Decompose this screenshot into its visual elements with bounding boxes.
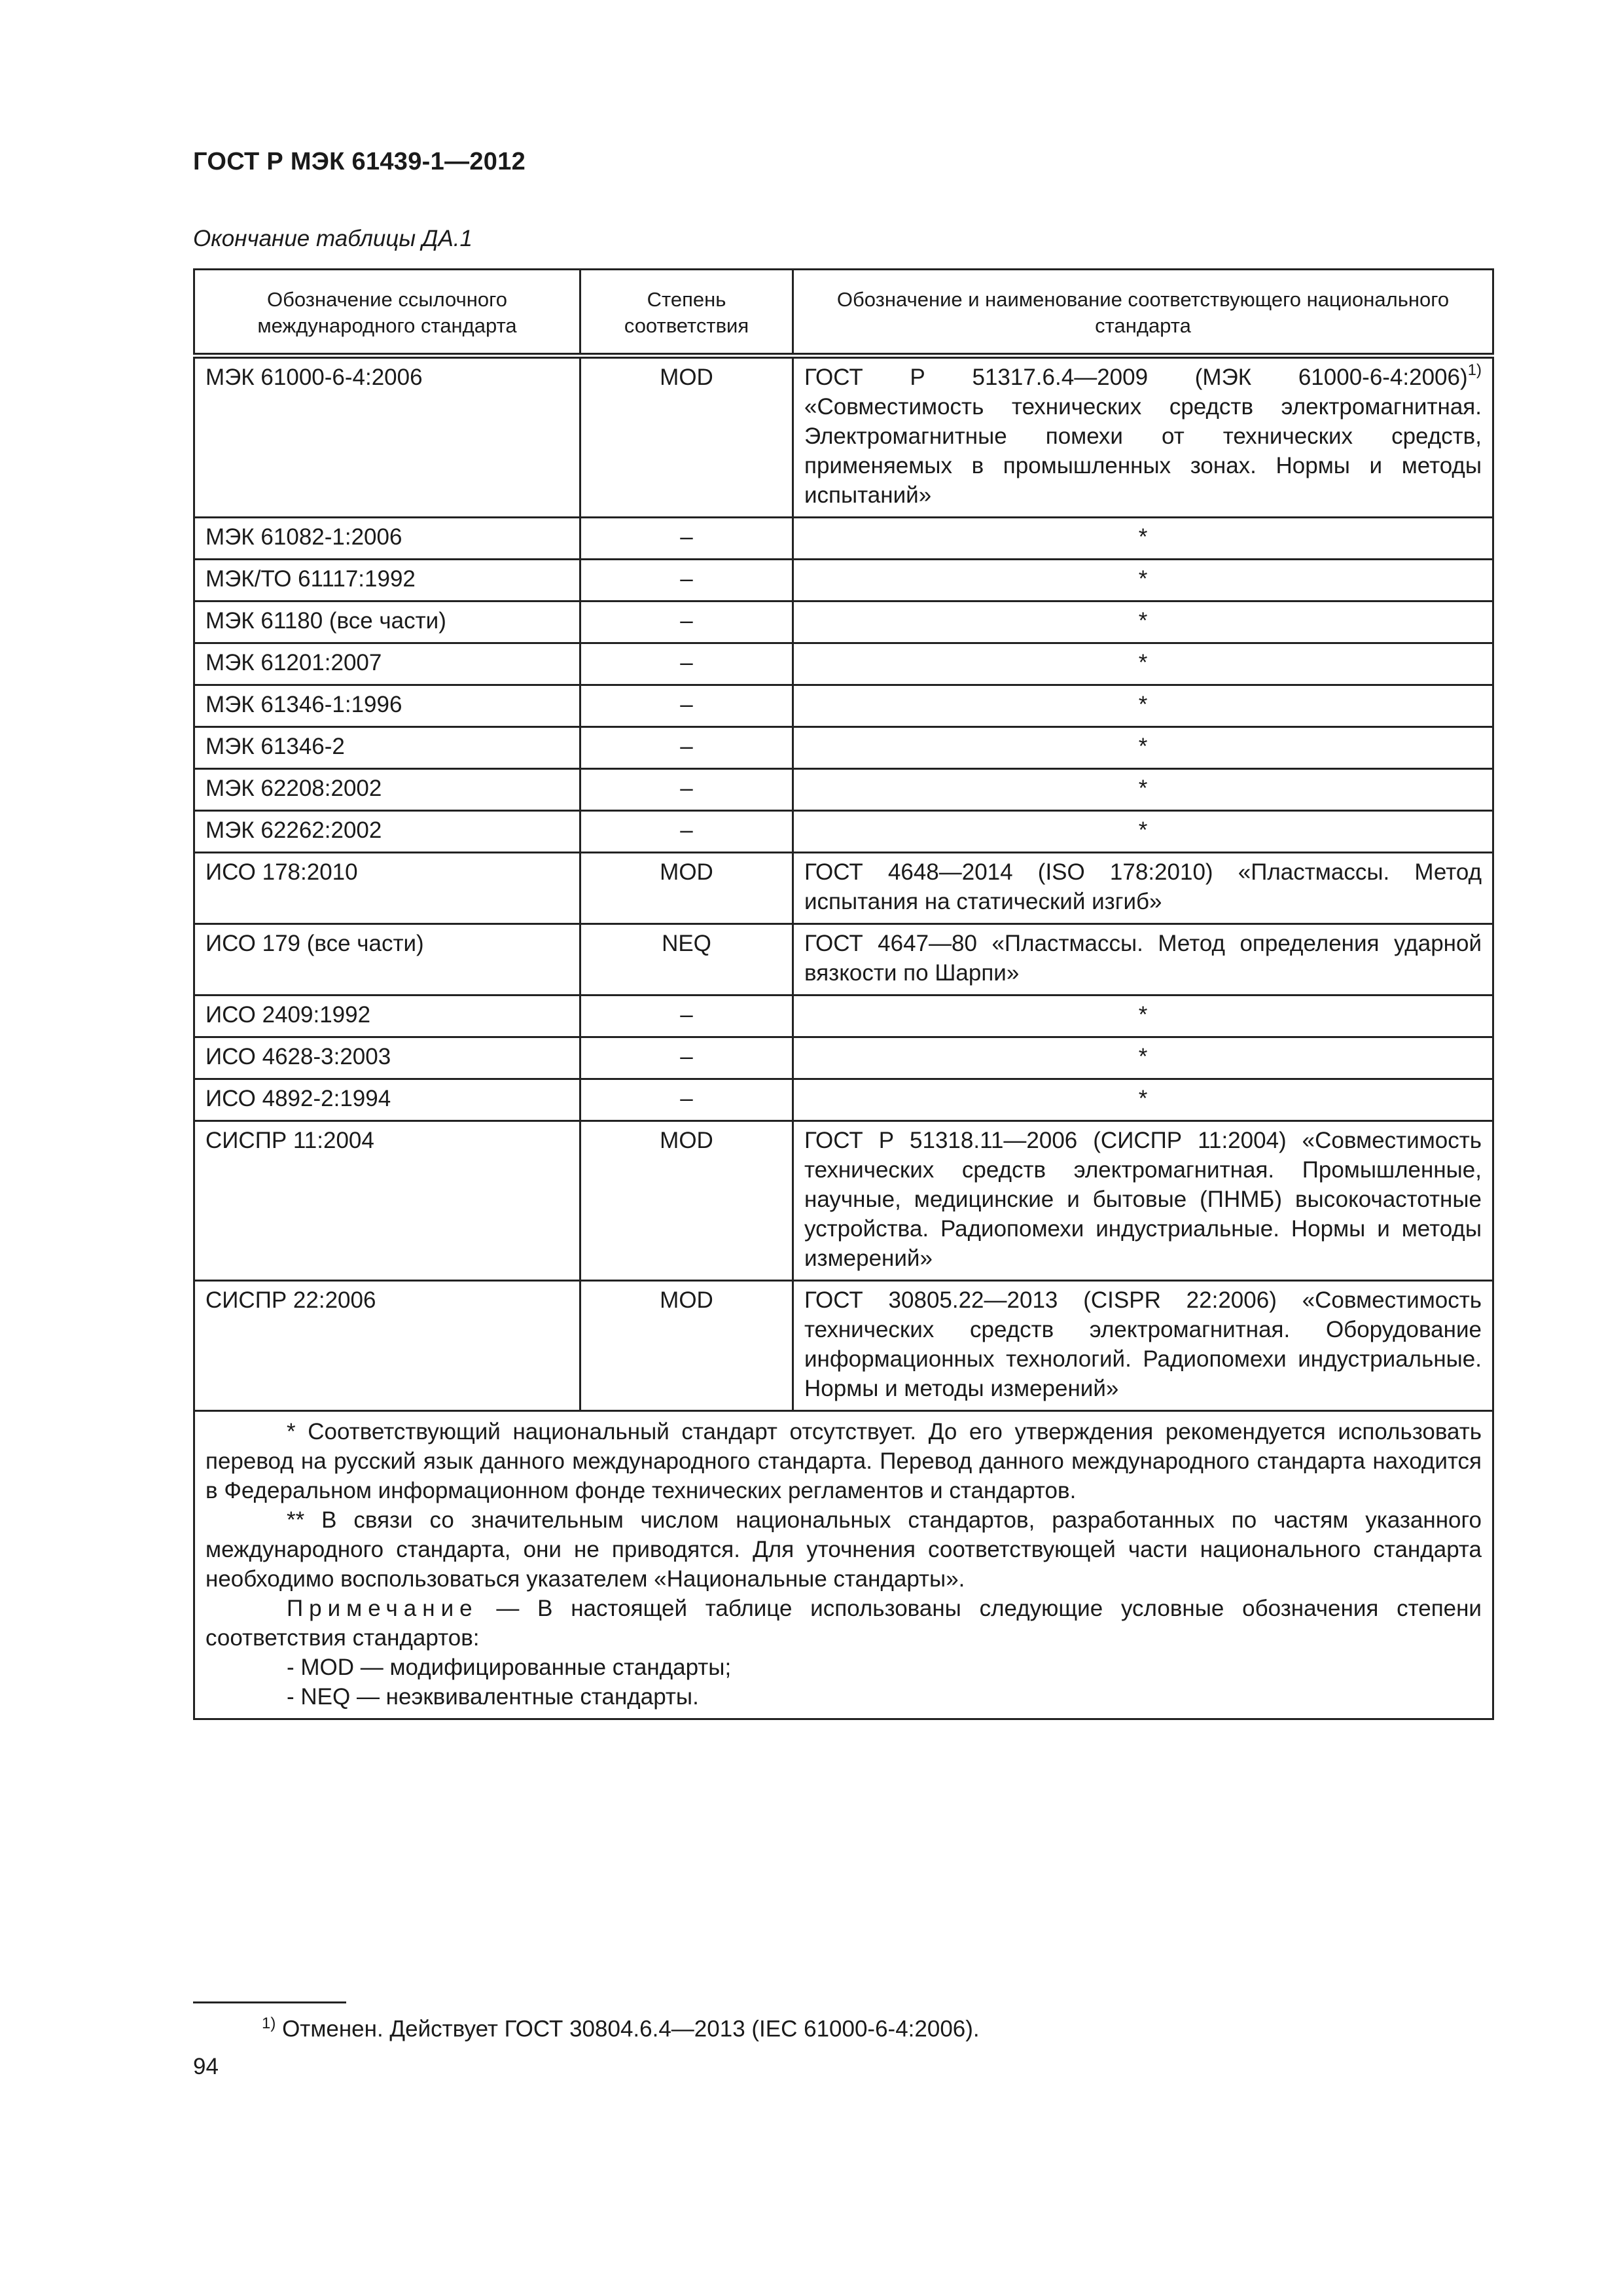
degree-cell: MOD [580,1121,793,1281]
table-row [194,853,1493,924]
footnote-reference: 1) [1467,361,1482,380]
national-standard-cell: ГОСТ Р 51318.11—2006 (СИСПР 11:2004) «Совместимость технических средств электромагнитная. Промышленные, научные, медицинские и бытовые (ПНМБ) высокочастотные устройства. Радиопомехи индустриальные. Нормы и методы измерений» [793,1121,1493,1281]
national-standard-cell: * [793,1037,1493,1079]
national-standard-cell: ГОСТ 4647—80 «Пластмассы. Метод определения ударной вязкости по Шарпи» [793,924,1493,996]
ref-standard-cell: ИСО 4628-3:2003 [194,1037,580,1079]
degree-cell: – [580,685,793,727]
ref-standard-cell: СИСПР 11:2004 [194,1121,580,1281]
ref-standard-cell: МЭК 61000-6-4:2006 [194,356,580,518]
table-row [194,727,1493,769]
table-row [194,1079,1493,1121]
degree-cell: – [580,727,793,769]
footnote-text: Отменен. Действует ГОСТ 30804.6.4—2013 (IEC 61000-6-4:2006). [276,2016,980,2042]
table-row [194,996,1493,1037]
degree-cell: MOD [580,853,793,924]
table-row [194,924,1493,996]
degree-cell: – [580,643,793,685]
table-row [194,518,1493,560]
ref-standard-cell: МЭК 61201:2007 [194,643,580,685]
ref-standard-cell: МЭК 62262:2002 [194,811,580,853]
page-number: 94 [193,2054,219,2079]
national-standard-cell: * [793,643,1493,685]
table-row [194,356,1493,518]
table-caption: Окончание таблицы ДА.1 [193,226,473,251]
national-standard-cell: ГОСТ 30805.22—2013 (CISPR 22:2006) «Совместимость технических средств электромагнитная. Оборудование информационных технологий. Радиопомехи индустриальные. Нормы и методы измерений» [793,1281,1493,1411]
ref-standard-cell: МЭК 61180 (все части) [194,601,580,643]
national-standard-cell: * [793,811,1493,853]
table-notes-row [194,1411,1493,1719]
degree-cell: – [580,1037,793,1079]
degree-cell: MOD [580,1281,793,1411]
ref-standard-cell: ИСО 179 (все части) [194,924,580,996]
standards-table [193,268,1494,1720]
degree-cell: – [580,1079,793,1121]
table-row [194,560,1493,601]
degree-cell: – [580,996,793,1037]
degree-cell: – [580,769,793,811]
national-standard-cell: * [793,518,1493,560]
national-standard-cell [793,356,1493,518]
degree-cell: – [580,518,793,560]
national-standard-cell: ГОСТ 4648—2014 (ISO 178:2010) «Пластмассы. Метод испытания на статический изгиб» [793,853,1493,924]
table-row [194,1121,1493,1281]
table-row [194,769,1493,811]
table-row [194,643,1493,685]
footnote [262,2015,980,2043]
legend-item-mod: - MOD — модифицированные стандарты; [287,1655,732,1680]
footnote-mark: 1) [262,2015,276,2032]
table-row [194,1037,1493,1079]
legend-item-neq: - NEQ — неэквивалентные стандарты. [287,1684,699,1710]
header-degree: Степень соответствия [580,270,793,356]
national-standard-cell: * [793,685,1493,727]
ref-standard-cell: ИСО 2409:1992 [194,996,580,1037]
ref-standard-cell: МЭК 61082-1:2006 [194,518,580,560]
national-standard-cell: * [793,769,1493,811]
double-star-note: ** В связи со значительным числом национальных стандартов, разработанных по частям указанного международного стандарта, они не приводятся. Для уточнения соответствующей части национального стандарта необходимо воспользоваться указателем «Национальные стандарты». [205,1507,1482,1592]
degree-cell: – [580,601,793,643]
ref-standard-cell: МЭК 61346-1:1996 [194,685,580,727]
table-row [194,811,1493,853]
table-row [194,1281,1493,1411]
table-notes [194,1411,1493,1719]
national-standard-name: «Совместимость технических средств электромагнитная. Электромагнитные помехи от технических средств, применяемых в промышленных зонах. Нормы и методы испытаний» [804,394,1482,508]
ref-standard-cell: МЭК 61346-2 [194,727,580,769]
header-national-standard: Обозначение и наименование соответствующего национального стандарта [793,270,1493,356]
header-ref-standard: Обозначение ссылочного международного стандарта [194,270,580,356]
national-standard-title: ГОСТ Р 51317.6.4—2009 (МЭК 61000-6-4:2006) [804,365,1468,390]
ref-standard-cell: МЭК 62208:2002 [194,769,580,811]
degree-cell: – [580,811,793,853]
national-standard-cell: * [793,996,1493,1037]
ref-standard-cell: ИСО 178:2010 [194,853,580,924]
table-row [194,685,1493,727]
note-text: — В настоящей таблице использованы следующие условные обозначения степени соответствия стандартов: [205,1596,1482,1651]
national-standard-cell: * [793,1079,1493,1121]
degree-cell: MOD [580,356,793,518]
footnote-separator [193,2001,346,2003]
national-standard-cell: * [793,560,1493,601]
legend-note [205,1594,1482,1653]
national-standard-cell: * [793,601,1493,643]
ref-standard-cell: ИСО 4892-2:1994 [194,1079,580,1121]
ref-standard-cell: СИСПР 22:2006 [194,1281,580,1411]
table-header-row [194,270,1493,356]
star-note: * Соответствующий национальный стандарт отсутствует. До его утверждения рекомендуется использовать перевод на русский язык данного международного стандарта. Перевод данного международного стандарта находится в Федеральном информационном фонде технических регламентов и стандартов. [205,1419,1482,1503]
note-label: Примечание [287,1596,478,1621]
document-header: ГОСТ Р МЭК 61439-1—2012 [193,148,526,175]
degree-cell: NEQ [580,924,793,996]
national-standard-cell: * [793,727,1493,769]
degree-cell: – [580,560,793,601]
table-row [194,601,1493,643]
ref-standard-cell: МЭК/ТО 61117:1992 [194,560,580,601]
